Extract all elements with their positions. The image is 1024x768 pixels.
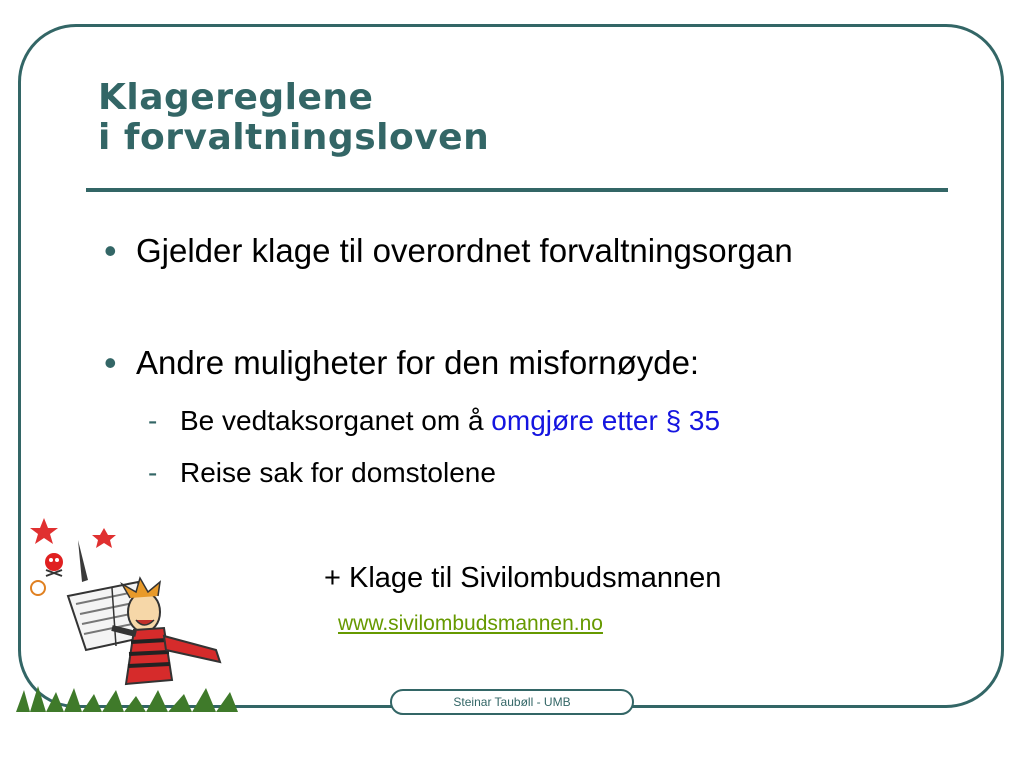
footer-label: Steinar Taubøll - UMB xyxy=(390,689,634,715)
slide-title xyxy=(98,78,489,158)
bullet-text: Gjelder klage til overordnet forvaltningsorgan xyxy=(136,232,793,269)
sub-item-2 xyxy=(148,457,496,489)
bullet-item-1 xyxy=(104,232,824,270)
bullet-icon: • xyxy=(104,230,117,271)
sub-item-text: Be vedtaksorganet om å xyxy=(180,405,492,436)
title-line-1: Klagereglene xyxy=(98,77,374,118)
title-line-2: i forvaltningsloven xyxy=(98,117,490,158)
sub-item-text: Reise sak for domstolene xyxy=(180,457,496,488)
ombudsman-link[interactable]: www.sivilombudsmannen.no xyxy=(338,612,603,635)
highlight-text: omgjøre etter § 35 xyxy=(491,405,721,436)
bullet-item-2 xyxy=(104,344,924,382)
dash-icon: - xyxy=(148,457,158,488)
ombudsman-note: + Klage til Sivilombudsmannen xyxy=(324,562,722,594)
sub-item-1 xyxy=(148,405,720,437)
dash-icon: - xyxy=(148,405,158,436)
bullet-icon: • xyxy=(104,342,117,383)
cartoon-clipart xyxy=(16,500,248,712)
title-divider xyxy=(86,188,948,192)
bullet-text: Andre muligheter for den misfornøyde: xyxy=(136,344,700,381)
